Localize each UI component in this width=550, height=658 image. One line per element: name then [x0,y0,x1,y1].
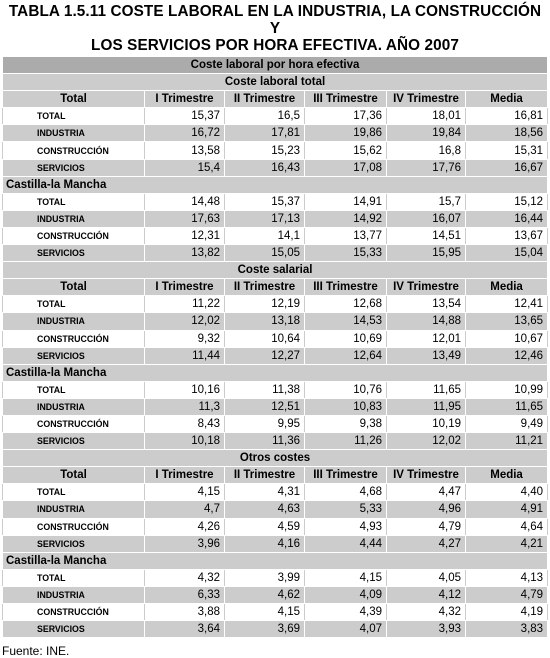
value-cell: 4,39 [305,604,387,621]
value-cell: 4,21 [466,535,548,552]
value-cell: 15,12 [466,193,548,210]
value-cell: 12,02 [387,433,466,450]
row-label: CONSTRUCCIÓN [3,330,145,347]
column-header: Media [466,279,548,296]
value-cell: 12,46 [466,347,548,364]
value-cell: 4,62 [225,586,305,603]
table-title-line-1: TABLA 1.5.11 COSTE LABORAL EN LA INDUSTRIA, LA CONSTRUCCIÓN Y [8,3,542,37]
row-label: TOTAL [3,193,145,210]
table-row [3,381,548,398]
column-header: II Trimestre [225,279,305,296]
table-row [3,415,548,432]
column-header: II Trimestre [225,467,305,484]
value-cell: 3,96 [145,535,225,552]
value-cell: 4,13 [466,569,548,586]
row-label: INDUSTRIA [3,586,145,603]
table-row [3,125,548,142]
row-label: INDUSTRIA [3,398,145,415]
table-row [3,159,548,176]
region-title: Castilla-la Mancha [3,176,548,193]
value-cell: 15,37 [145,108,225,125]
row-label: INDUSTRIA [3,313,145,330]
value-cell: 9,49 [466,415,548,432]
value-cell: 4,05 [387,569,466,586]
value-cell: 13,18 [225,313,305,330]
value-cell: 17,81 [225,125,305,142]
value-cell: 9,38 [305,415,387,432]
value-cell: 10,83 [305,398,387,415]
value-cell: 15,95 [387,245,466,262]
section-header-row [3,262,548,279]
table-row [3,621,548,638]
value-cell: 4,47 [387,484,466,501]
region-title: Castilla-la Mancha [3,552,548,569]
value-cell: 4,19 [466,604,548,621]
value-cell: 4,15 [305,569,387,586]
value-cell: 15,7 [387,193,466,210]
value-cell: 4,09 [305,586,387,603]
value-cell: 17,36 [305,108,387,125]
column-header: III Trimestre [305,91,387,108]
table-row [3,193,548,210]
value-cell: 14,1 [225,227,305,244]
column-header: II Trimestre [225,91,305,108]
column-header-row [3,467,548,484]
row-label: SERVICIOS [3,621,145,638]
row-label: INDUSTRIA [3,210,145,227]
table-row [3,604,548,621]
band-header-row [3,57,548,74]
value-cell: 12,31 [145,227,225,244]
row-label: SERVICIOS [3,535,145,552]
value-cell: 13,82 [145,245,225,262]
value-cell: 3,69 [225,621,305,638]
table-row [3,142,548,159]
value-cell: 4,32 [145,569,225,586]
value-cell: 15,05 [225,245,305,262]
value-cell: 11,36 [225,433,305,450]
value-cell: 12,02 [145,313,225,330]
column-header: Total [3,467,145,484]
section-header-row [3,450,548,467]
value-cell: 4,40 [466,484,548,501]
table-row [3,330,548,347]
value-cell: 10,18 [145,433,225,450]
table-row [3,484,548,501]
value-cell: 12,19 [225,296,305,313]
column-header: I Trimestre [145,467,225,484]
section-title: Coste laboral total [3,74,548,91]
value-cell: 18,56 [466,125,548,142]
value-cell: 15,33 [305,245,387,262]
source-note: Fuente: INE. [2,644,70,658]
value-cell: 11,21 [466,433,548,450]
table-row [3,227,548,244]
value-cell: 18,01 [387,108,466,125]
value-cell: 3,99 [225,569,305,586]
table-row [3,398,548,415]
value-cell: 13,58 [145,142,225,159]
value-cell: 4,15 [145,484,225,501]
cost-table-body [3,57,548,638]
value-cell: 14,51 [387,227,466,244]
row-label: CONSTRUCCIÓN [3,415,145,432]
cost-table [2,56,548,638]
region-header-row [3,552,548,569]
value-cell: 14,48 [145,193,225,210]
row-label: CONSTRUCCIÓN [3,604,145,621]
value-cell: 5,33 [305,501,387,518]
value-cell: 10,64 [225,330,305,347]
value-cell: 11,95 [387,398,466,415]
value-cell: 14,53 [305,313,387,330]
value-cell: 4,91 [466,501,548,518]
value-cell: 17,13 [225,210,305,227]
value-cell: 15,31 [466,142,548,159]
value-cell: 12,68 [305,296,387,313]
table-row [3,535,548,552]
value-cell: 3,88 [145,604,225,621]
value-cell: 12,64 [305,347,387,364]
value-cell: 4,44 [305,535,387,552]
value-cell: 15,23 [225,142,305,159]
column-header: Total [3,91,145,108]
value-cell: 4,79 [466,586,548,603]
value-cell: 17,08 [305,159,387,176]
value-cell: 4,7 [145,501,225,518]
row-label: CONSTRUCCIÓN [3,518,145,535]
value-cell: 11,65 [466,398,548,415]
value-cell: 10,99 [466,381,548,398]
value-cell: 4,31 [225,484,305,501]
row-label: TOTAL [3,484,145,501]
column-header: IV Trimestre [387,91,466,108]
value-cell: 16,5 [225,108,305,125]
row-label: SERVICIOS [3,347,145,364]
value-cell: 4,96 [387,501,466,518]
column-header-row [3,91,548,108]
column-header: Media [466,467,548,484]
value-cell: 4,12 [387,586,466,603]
column-header: IV Trimestre [387,467,466,484]
table-row [3,245,548,262]
value-cell: 3,93 [387,621,466,638]
column-header: Total [3,279,145,296]
table-title-line-2: LOS SERVICIOS POR HORA EFECTIVA. AÑO 2007 [91,37,459,54]
value-cell: 4,26 [145,518,225,535]
value-cell: 9,32 [145,330,225,347]
value-cell: 12,51 [225,398,305,415]
value-cell: 15,04 [466,245,548,262]
value-cell: 14,88 [387,313,466,330]
value-cell: 6,33 [145,586,225,603]
value-cell: 13,77 [305,227,387,244]
column-header: I Trimestre [145,279,225,296]
table-row [3,296,548,313]
value-cell: 4,15 [225,604,305,621]
value-cell: 10,76 [305,381,387,398]
value-cell: 9,95 [225,415,305,432]
value-cell: 4,59 [225,518,305,535]
table-row [3,210,548,227]
region-header-row [3,176,548,193]
value-cell: 15,37 [225,193,305,210]
region-header-row [3,364,548,381]
table-row [3,433,548,450]
value-cell: 17,63 [145,210,225,227]
value-cell: 16,67 [466,159,548,176]
value-cell: 8,43 [145,415,225,432]
value-cell: 4,07 [305,621,387,638]
value-cell: 15,4 [145,159,225,176]
value-cell: 4,68 [305,484,387,501]
row-label: TOTAL [3,569,145,586]
value-cell: 16,8 [387,142,466,159]
value-cell: 12,41 [466,296,548,313]
value-cell: 19,86 [305,125,387,142]
column-header: III Trimestre [305,279,387,296]
value-cell: 13,65 [466,313,548,330]
row-label: TOTAL [3,381,145,398]
value-cell: 11,3 [145,398,225,415]
value-cell: 13,67 [466,227,548,244]
value-cell: 12,01 [387,330,466,347]
value-cell: 16,72 [145,125,225,142]
column-header-row [3,279,548,296]
value-cell: 14,92 [305,210,387,227]
value-cell: 16,43 [225,159,305,176]
row-label: TOTAL [3,108,145,125]
value-cell: 4,64 [466,518,548,535]
value-cell: 11,65 [387,381,466,398]
table-row [3,518,548,535]
value-cell: 10,16 [145,381,225,398]
value-cell: 16,07 [387,210,466,227]
value-cell: 14,91 [305,193,387,210]
value-cell: 4,16 [225,535,305,552]
column-header: IV Trimestre [387,279,466,296]
table-row [3,586,548,603]
row-label: SERVICIOS [3,245,145,262]
row-label: CONSTRUCCIÓN [3,227,145,244]
row-label: TOTAL [3,296,145,313]
value-cell: 11,44 [145,347,225,364]
value-cell: 3,83 [466,621,548,638]
region-title: Castilla-la Mancha [3,364,548,381]
band-header: Coste laboral por hora efectiva [3,57,548,74]
value-cell: 11,38 [225,381,305,398]
value-cell: 15,62 [305,142,387,159]
value-cell: 4,93 [305,518,387,535]
value-cell: 17,76 [387,159,466,176]
value-cell: 13,49 [387,347,466,364]
value-cell: 4,63 [225,501,305,518]
table-title [0,0,550,56]
value-cell: 4,27 [387,535,466,552]
value-cell: 10,67 [466,330,548,347]
value-cell: 16,81 [466,108,548,125]
row-label: INDUSTRIA [3,501,145,518]
column-header: III Trimestre [305,467,387,484]
value-cell: 4,79 [387,518,466,535]
value-cell: 11,22 [145,296,225,313]
value-cell: 19,84 [387,125,466,142]
row-label: SERVICIOS [3,433,145,450]
table-row [3,501,548,518]
row-label: CONSTRUCCIÓN [3,142,145,159]
table-row [3,313,548,330]
value-cell: 13,54 [387,296,466,313]
table-row [3,108,548,125]
section-title: Coste salarial [3,262,548,279]
value-cell: 10,19 [387,415,466,432]
row-label: INDUSTRIA [3,125,145,142]
row-label: SERVICIOS [3,159,145,176]
value-cell: 16,44 [466,210,548,227]
table-row [3,347,548,364]
table-row [3,569,548,586]
section-header-row [3,74,548,91]
value-cell: 12,27 [225,347,305,364]
value-cell: 3,64 [145,621,225,638]
value-cell: 10,69 [305,330,387,347]
value-cell: 11,26 [305,433,387,450]
section-title: Otros costes [3,450,548,467]
value-cell: 4,32 [387,604,466,621]
column-header: I Trimestre [145,91,225,108]
column-header: Media [466,91,548,108]
